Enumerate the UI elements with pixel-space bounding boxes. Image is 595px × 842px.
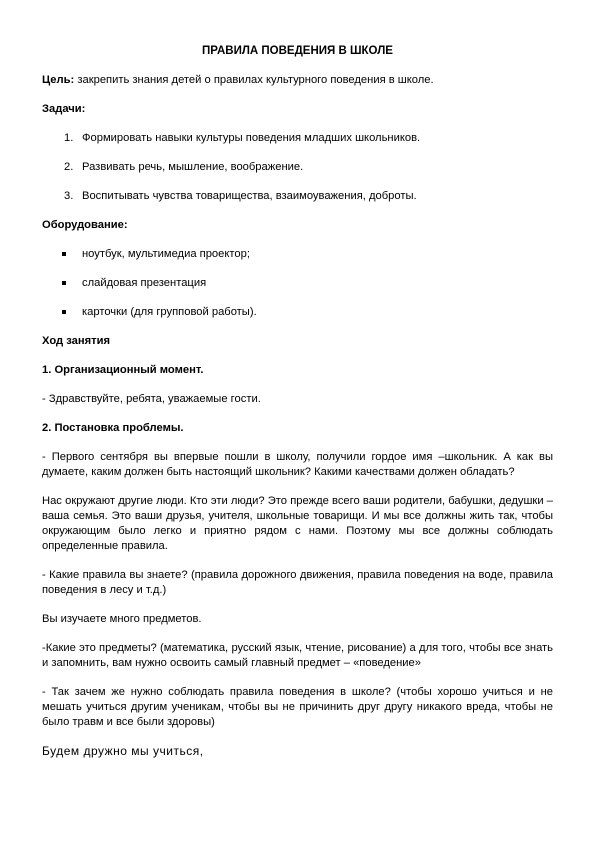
bullet-icon: [62, 281, 66, 285]
task-item: [66, 160, 553, 175]
paragraph-4: Вы изучаете много предметов.: [42, 613, 202, 625]
document-page: [42, 44, 553, 773]
equipment-item: [62, 276, 553, 291]
equipment-item: [62, 305, 553, 320]
equipment-text: слайдовая презентация: [82, 277, 207, 289]
equipment-item: [62, 247, 553, 262]
document-title: ПРАВИЛА ПОВЕДЕНИЯ В ШКОЛЕ: [202, 45, 393, 57]
paragraph-5: -Какие это предметы? (математика, русский язык, чтение, рисование) а для того, чтобы все знать и запомнить, вам нужно освоить самый главный предмет – «поведение»: [42, 642, 553, 669]
task-text: Развивать речь, мышление, воображение.: [82, 161, 304, 173]
task-text: Формировать навыки культуры поведения младших школьников.: [82, 132, 421, 144]
task-item: [66, 131, 553, 146]
goal-label: Цель:: [42, 74, 75, 86]
tasks-list: [42, 131, 553, 204]
section2-heading: 2. Постановка проблемы.: [42, 422, 184, 434]
paragraph-1: - Первого сентября вы впервые пошли в школу, получили гордое имя –школьник. А как вы думаете, каким должен быть настоящий школьник? Какими качествами должен обладать?: [42, 451, 553, 478]
task-text: Воспитывать чувства товарищества, взаимоуважения, доброты.: [82, 190, 417, 202]
task-number: 1.: [64, 132, 74, 144]
equipment-heading: Оборудование:: [42, 219, 128, 231]
section1-text: - Здравствуйте, ребята, уважаемые гости.: [42, 393, 261, 405]
tasks-heading: Задачи:: [42, 103, 86, 115]
lesson-heading: Ход занятия: [42, 335, 111, 347]
section1-heading: 1. Организационный момент.: [42, 364, 204, 376]
paragraph-6: - Так зачем же нужно соблюдать правила поведения в школе? (чтобы хорошо учиться и не мешать учиться другим ученикам, чтобы вы не причинить друг другу никакого вреда, чтобы не было травм и все были здоровы): [42, 686, 553, 728]
task-number: 2.: [64, 161, 74, 173]
equipment-text: карточки (для групповой работы).: [82, 306, 257, 318]
task-number: 3.: [64, 190, 74, 202]
paragraph-2: Нас окружают другие люди. Кто эти люди? Это прежде всего ваши родители, бабушки, дедушки – ваша семья. Это ваши друзья, учителя, школьные товарищи. И мы все должны жить так, чтобы окружающим было легко и приятно рядом с нами. Поэтому мы все должны соблюдать определенные правила.: [42, 495, 553, 552]
goal-paragraph: [42, 73, 553, 88]
paragraph-7: Будем дружно мы учиться,: [42, 744, 204, 758]
equipment-text: ноутбук, мультимедиа проектор;: [82, 248, 250, 260]
goal-text: закрепить знания детей о правилах культурного поведения в школе.: [74, 74, 434, 86]
task-item: [66, 189, 553, 204]
bullet-icon: [62, 252, 66, 256]
paragraph-3: - Какие правила вы знаете? (правила дорожного движения, правила поведения на воде, правила поведения в лесу и т.д.): [42, 569, 553, 596]
bullet-icon: [62, 310, 66, 314]
equipment-list: [42, 247, 553, 320]
